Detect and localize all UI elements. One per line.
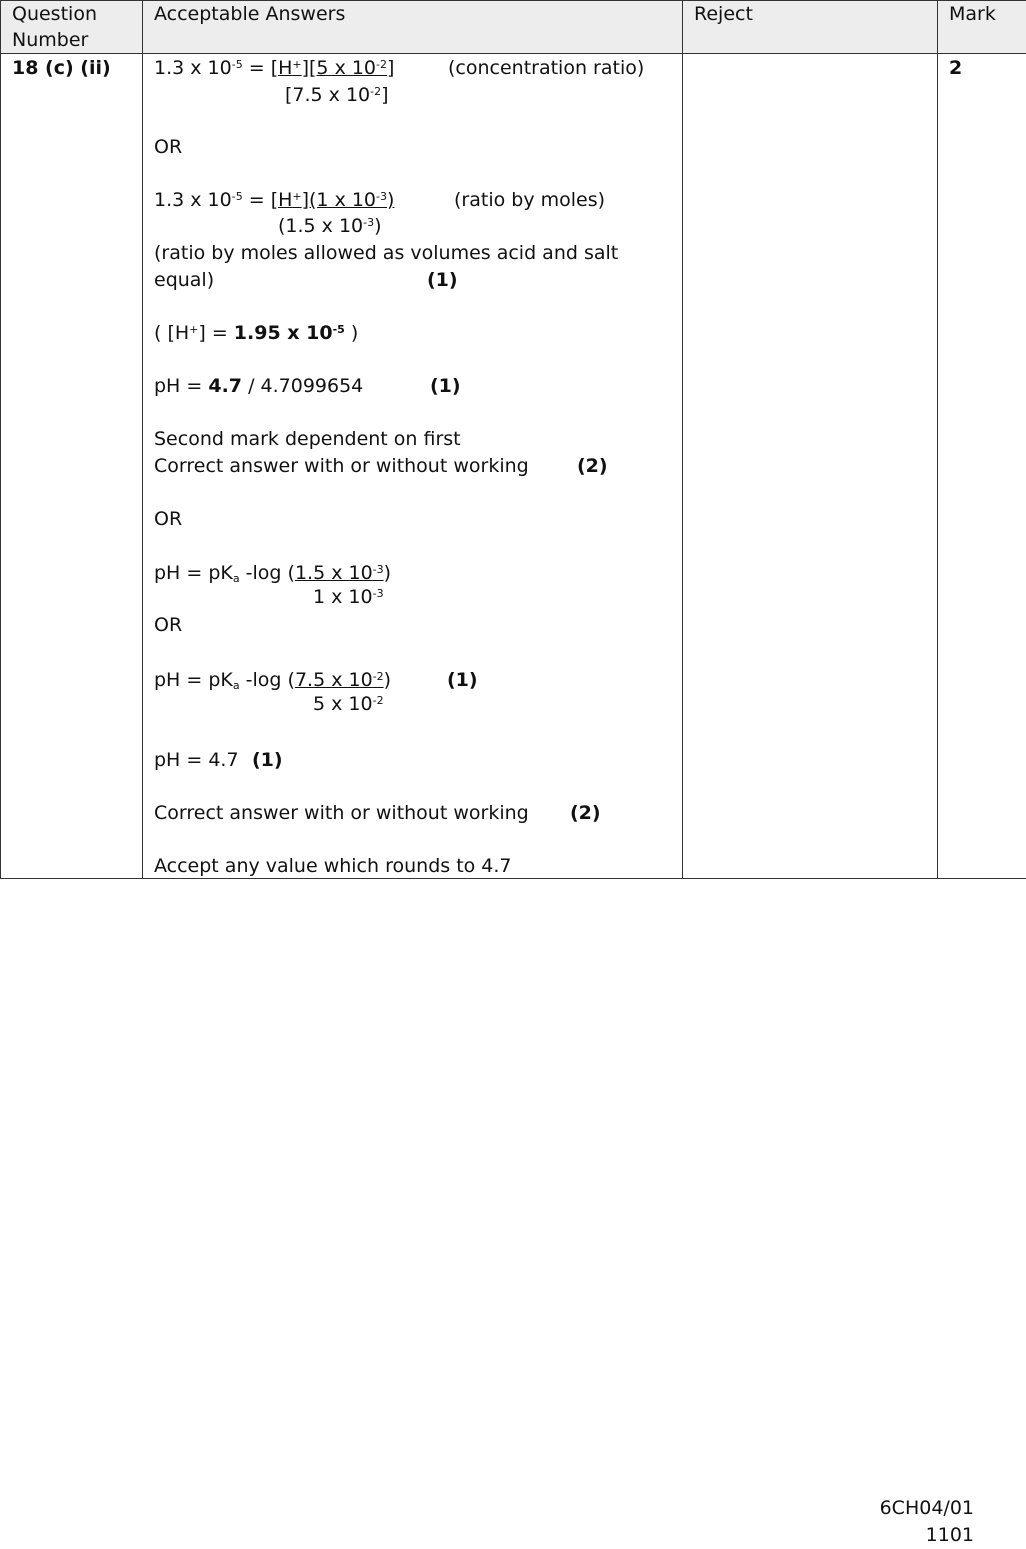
- mark-2-a: (2): [577, 454, 608, 478]
- answer-row: [1, 54, 1026, 879]
- acceptable-answers-cell: [143, 54, 683, 879]
- hh2-denominator: 5 x $10^{-2}$: [313, 692, 384, 716]
- second-mark-note: Second mark dependent on first: [154, 427, 461, 451]
- ratio-note: (ratio by moles): [454, 188, 605, 212]
- concentration-note: (concentration ratio): [448, 56, 644, 80]
- concentration-equation: 1.3 x $10^{-5} = [H^+][5$ x $10^{-2}$]: [154, 56, 394, 80]
- hh-equation-2: pH = pKa -log (7.5 x $10^{-2}$): [154, 668, 391, 695]
- header-reject: Reject: [683, 1, 938, 54]
- or-2: OR: [154, 507, 182, 531]
- moles-allowed-line-2: equal): [154, 268, 214, 292]
- header-row: [1, 1, 1026, 54]
- accept-any-note: Accept any value which rounds to 4.7: [154, 854, 512, 878]
- correct-answer-note-1: Correct answer with or without working: [154, 454, 529, 478]
- mark-cell: [938, 54, 1026, 879]
- header-mark: Mark: [938, 1, 1026, 54]
- mark-2-b: (2): [570, 801, 601, 825]
- hh-equation-1: pH = pKa -log (1.5 x $10^{-3}$): [154, 561, 391, 588]
- header-acceptable-answers: Acceptable Answers: [143, 1, 683, 54]
- h-concentration-result: ( [H+] = 1.95 x $10^{-5}$ ): [154, 321, 358, 345]
- hh1-numerator: 1.5 x $10^{-3}$: [295, 562, 384, 584]
- moles-denominator: (1.5 x $10^{-3}$): [278, 214, 382, 238]
- question-number: 18 (c) (ii): [12, 56, 131, 80]
- concentration-denominator: [7.5 x $10^{-2}$]: [285, 83, 389, 107]
- mark-1-c: (1): [447, 668, 478, 692]
- hh2-numerator: 7.5 x $10^{-2}$: [295, 669, 384, 691]
- moles-allowed-line-1: (ratio by moles allowed as volumes acid and salt: [154, 241, 618, 265]
- footer-code: 6CH04/01: [880, 1495, 974, 1522]
- correct-answer-note-2: Correct answer with or without working: [154, 801, 529, 825]
- or-3: OR: [154, 613, 182, 637]
- hh1-denominator: 1 x $10^{-3}$: [313, 585, 384, 609]
- ph-answer: pH = 4.7 / 4.7099654: [154, 374, 363, 398]
- footer-number: 1101: [926, 1522, 974, 1549]
- ph-final: pH = 4.7: [154, 748, 239, 772]
- mark-1-d: (1): [252, 748, 283, 772]
- header-question-number: Question Number: [1, 1, 143, 54]
- concentration-numerator: [H+][5 x $10^{-2}$]: [271, 57, 395, 79]
- mark-1-a: (1): [427, 268, 458, 292]
- mark-value: 2: [949, 56, 1015, 80]
- question-number-cell: [1, 54, 143, 879]
- moles-equation: 1.3 x $10^{-5} = [H^+](1$ x $10^{-3}$): [154, 188, 394, 212]
- reject-cell: [683, 54, 938, 879]
- or-1: OR: [154, 135, 182, 159]
- answers-block: [154, 54, 671, 878]
- mark-1-b: (1): [430, 374, 461, 398]
- moles-numerator: [H+](1 x $10^{-3}$): [271, 189, 395, 211]
